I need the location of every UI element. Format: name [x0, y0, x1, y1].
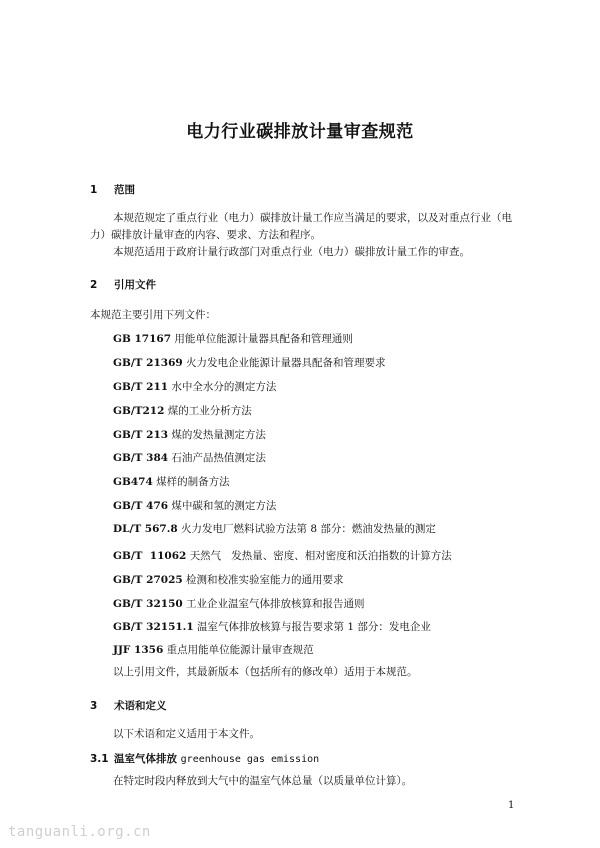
- reference-code: DL/T 567.8: [113, 523, 178, 535]
- reference-item: [113, 427, 266, 442]
- reference-item: [113, 548, 452, 563]
- reference-item: [113, 450, 266, 465]
- reference-item: [113, 642, 314, 657]
- section-2-heading: [90, 277, 156, 292]
- document-title: 电力行业碳排放计量审查规范: [186, 122, 414, 142]
- terms-intro: 以下术语和定义适用于本文件。: [113, 728, 260, 740]
- scope-para-1-line-1: 本规范规定了重点行业（电力）碳排放计量工作应当满足的要求，以及对重点行业（电: [113, 212, 512, 224]
- subsection-number: 3.1: [90, 753, 109, 765]
- references-closing: 以上引用文件，其最新版本（包括所有的修改单）适用于本规范。: [113, 666, 418, 678]
- reference-title: 重点用能单位能源计量审查规范: [166, 644, 314, 656]
- reference-code: GB474: [113, 476, 153, 488]
- reference-title: 煤的工业分析方法: [167, 405, 252, 417]
- reference-code: GB/T 213: [113, 429, 169, 441]
- reference-code: GB/T 476: [113, 500, 169, 512]
- reference-title: 用能单位能源计量器具配备和管理通则: [174, 333, 353, 345]
- reference-title: 检测和校准实验室能力的通用要求: [186, 574, 344, 586]
- reference-code: GB/T 211: [113, 381, 169, 393]
- reference-title: 石油产品热值测定法: [171, 452, 266, 464]
- reference-title: 火力发电企业能源计量器具配备和管理要求: [186, 357, 386, 369]
- reference-item: [113, 521, 436, 536]
- page-number: 1: [508, 800, 515, 811]
- section-number: 1: [90, 184, 98, 196]
- section-number: 2: [90, 279, 98, 291]
- scope-para-1-line-2: 力）碳排放计量审查的内容、要求、方法和程序。: [90, 229, 321, 241]
- section-3-heading: [90, 698, 167, 713]
- reference-code: GB/T 27025: [113, 574, 183, 586]
- reference-code: GB/T 32151.1: [113, 621, 194, 633]
- term-name: 温室气体排放: [114, 753, 177, 765]
- reference-item: [113, 474, 230, 489]
- section-title: 术语和定义: [114, 700, 167, 712]
- reference-title: 天然气 发热量、密度、相对密度和沃泊指数的计算方法: [189, 550, 452, 562]
- section-1-heading: [90, 182, 135, 197]
- term-english: greenhouse gas emission: [180, 754, 320, 765]
- reference-code: GB/T212: [113, 405, 165, 417]
- reference-item: [113, 331, 353, 346]
- reference-item: [113, 619, 431, 634]
- reference-code: GB/T 32150: [113, 598, 183, 610]
- reference-item: [113, 498, 276, 513]
- reference-title: 水中全水分的测定方法: [171, 381, 277, 393]
- reference-title: 工业企业温室气体排放核算和报告通则: [186, 598, 365, 610]
- reference-item: [113, 572, 344, 587]
- references-intro: 本规范主要引用下列文件：: [90, 309, 216, 321]
- reference-item: [113, 403, 252, 418]
- section-number: 3: [90, 700, 98, 712]
- reference-title: 煤的发热量测定方法: [171, 429, 266, 441]
- term-definition: 在特定时段内释放到大气中的温室气体总量（以质量单位计算）。: [113, 775, 413, 787]
- reference-code: GB 17167: [113, 333, 172, 345]
- reference-code: GB/T 11062: [113, 550, 187, 562]
- section-title: 引用文件: [114, 279, 156, 291]
- reference-item: [113, 379, 276, 394]
- scope-para-2: 本规范适用于政府计量行政部门对重点行业（电力）碳排放计量工作的审查。: [113, 246, 470, 258]
- reference-code: JJF 1356: [113, 644, 164, 656]
- reference-title: 温室气体排放核算与报告要求第 1 部分：发电企业: [196, 621, 431, 633]
- subsection-3-1-heading: [90, 751, 319, 766]
- section-title: 范围: [114, 184, 135, 196]
- reference-title: 煤样的制备方法: [156, 476, 230, 488]
- reference-item: [113, 596, 365, 611]
- watermark: tanguanli.org.cn: [8, 824, 151, 840]
- reference-title: 煤中碳和氢的测定方法: [171, 500, 277, 512]
- reference-item: [113, 355, 386, 370]
- reference-title: 火力发电厂燃料试验方法第 8 部分：燃油发热量的测定: [181, 523, 436, 535]
- reference-code: GB/T 384: [113, 452, 169, 464]
- reference-code: GB/T 21369: [113, 357, 183, 369]
